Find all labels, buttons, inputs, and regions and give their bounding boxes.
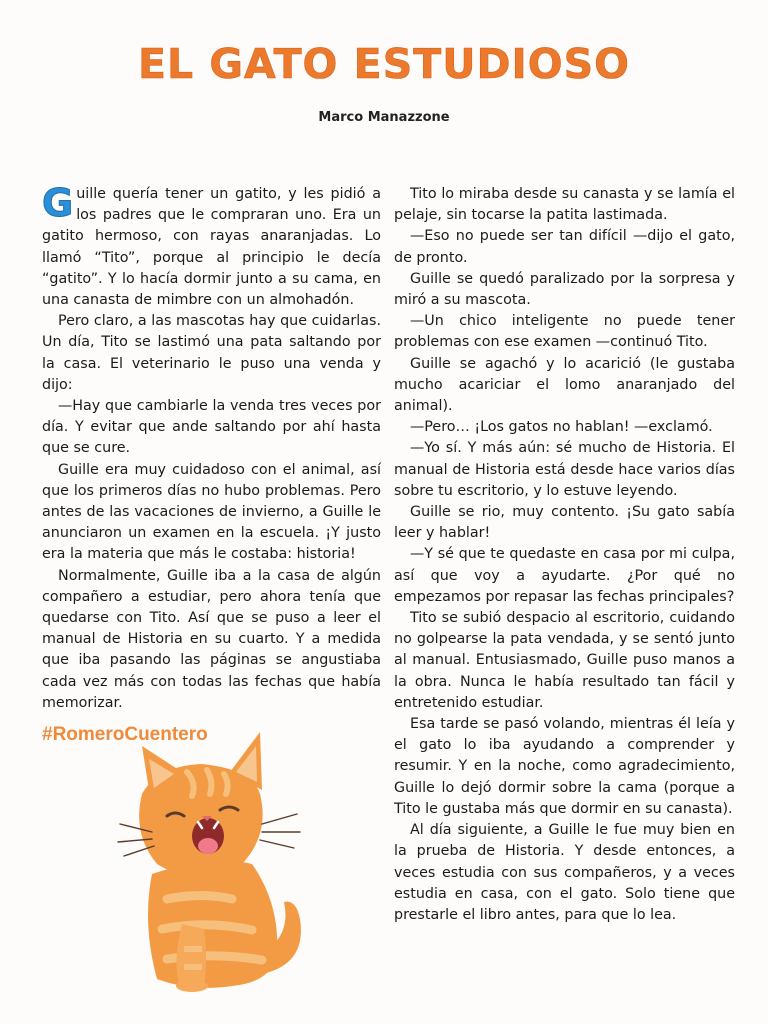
story-title: EL GATO ESTUDIOSO xyxy=(137,40,631,88)
paragraph: Guille se rio, muy contento. ¡Su gato sabía leer y hablar! xyxy=(394,504,735,542)
hashtag-label: #RomeroCuentero xyxy=(42,724,208,745)
cat-illustration xyxy=(112,724,312,994)
paragraph: —Pero… ¡Los gatos no hablan! —exclamó. xyxy=(410,419,713,436)
author-name: Marco Manazzone xyxy=(318,110,450,125)
paragraph: Normalmente, Guille iba a la casa de algún compañero a estudiar, pero ahora tenía que quedarse con Tito. Así que se puso a leer el manual de Historia en su cuarto. Y a medida que iba pasando las páginas se angustiaba cada vez más con todas las fechas que había memorizar. xyxy=(42,567,381,711)
paragraph: —Hay que cambiarle la venda tres veces por día. Y evitar que ande saltando por ahí hasta que se cure. xyxy=(42,398,381,457)
paragraph: —Y sé que te quedaste en casa por mi culpa, así que voy a ayudarte. ¿Por qué no empezamos por repasar las fechas principales? xyxy=(394,546,735,605)
paragraph: Tito se subió despacio al escritorio, cuidando no golpearse la pata vendada, y se sentó junto al manual. Entusiasmado, Guille puso manos a la obra. Nunca le había resultado tan fácil y entretenido estudiar. xyxy=(394,610,735,711)
paragraph: —Yo sí. Y más aún: sé mucho de Historia. El manual de Historia está desde hace varios días sobre tu escritorio, y lo estuve leyendo. xyxy=(394,440,735,499)
paragraph: Guille se quedó paralizado por la sorpresa y miró a su mascota. xyxy=(394,270,735,309)
paragraph: Tito lo miraba desde su canasta y se lamía el pelaje, sin tocarse la patita lastimada. xyxy=(394,186,735,224)
paragraph xyxy=(42,181,381,311)
paragraph-text: uille quería tener un gatito, y les pidió a los padres que le compraran uno. Era un gatito hermoso, con rayas anaranjadas. Lo llamó “Tito”, porque al principio le decía “gatito”. Y lo hacía dormir junto a su cama, en una canasta de mimbre con un almohadón. xyxy=(42,186,381,309)
paragraph: —Eso no puede ser tan difícil —dijo el gato, de pronto. xyxy=(394,228,735,266)
paragraph: Guille era muy cuidadoso con el animal, así que los primeros días no hubo problemas. Pero antes de las vacaciones de invierno, a Guille le anunciaron un examen en la escuela. ¡Y justo era la materia que más le costaba: historia! xyxy=(42,461,381,563)
paragraph: Al día siguiente, a Guille le fue muy bien en la prueba de Historia. Y desde entonces, a veces estudia con sus compañeros, y a veces estudia en casa, con el gato. Solo tiene que prestarle el libro antes, para que lo lea. xyxy=(394,822,735,923)
paragraph: Esa tarde se pasó volando, mientras él leía y el gato lo iba ayudando a comprender y resumir. Y en la noche, como agradecimiento, Guille lo dejó dormir sobre la cama (porque a Tito le gustaba más que dormir en su canasta). xyxy=(394,716,735,817)
right-column xyxy=(394,184,735,926)
paragraph: Pero claro, a las mascotas hay que cuidarlas. Un día, Tito se lastimó una pata saltando por la casa. El veterinario le puso una venda y dijo: xyxy=(42,313,381,393)
drop-cap: G xyxy=(42,181,74,225)
cat-front-leg xyxy=(176,924,206,986)
paragraph: Guille se agachó y lo acarició (le gustaba mucho acariciar el lomo anaranjado del animal). xyxy=(394,355,735,415)
paragraph: —Un chico inteligente no puede tener problemas con ese examen —continuó Tito. xyxy=(394,313,735,351)
left-column xyxy=(42,181,381,714)
